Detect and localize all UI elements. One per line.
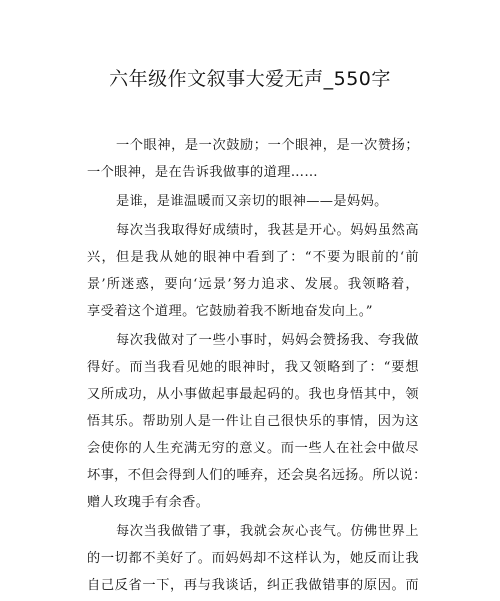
text-line: 会使你的人生充满无穷的意义。而一些人在社会中做尽 xyxy=(87,441,419,456)
document-body xyxy=(87,132,427,601)
text-line: 兴，但是我从她的眼神中看到了：“不要为眼前的‘前 xyxy=(87,250,419,265)
text-line: 是谁，是谁温暖而又亲切的眼神——是妈妈。 xyxy=(116,194,388,209)
text-line: 一个眼神，是在告诉我做事的道理…… xyxy=(87,165,318,180)
paragraph-5 xyxy=(87,518,419,599)
text-line: 又所成功，从小事做起事最起码的。我也身悟其中，领 xyxy=(87,387,419,402)
document-title: 六年级作文叙事大爱无声_550字 xyxy=(109,68,391,90)
text-line: 景’所迷惑，要向‘远景’努力追求、发展。我领略着， xyxy=(87,277,419,292)
text-line: 的一切都不美好了。而妈妈却不这样认为，她反而让我 xyxy=(87,551,419,566)
text-line: 坏事，不但会得到人们的唾弃，还会臭名远扬。所以说： xyxy=(87,468,427,483)
text-line: 自己反省一下，再与我谈话，纠正我做错事的原因。而 xyxy=(87,578,419,593)
paragraph-3 xyxy=(87,217,419,325)
text-line: 每次我做对了一些小事时，妈妈会赞扬我、夸我做 xyxy=(116,333,419,348)
text-line: 一个眼神，是一次鼓励；一个眼神，是一次赞扬； xyxy=(116,138,419,153)
text-line: 每次当我取得好成绩时，我甚是开心。妈妈虽然高 xyxy=(116,223,419,238)
text-line: 悟其乐。帮助别人是一件让自己很快乐的事情，因为这 xyxy=(87,414,419,429)
paragraph-2 xyxy=(87,188,419,215)
text-line: 得好。而当我看见她的眼神时，我又领略到了：“要想 xyxy=(87,360,419,375)
text-line: 享受着这个道理。它鼓励着我不断地奋发向上。” xyxy=(87,304,373,319)
paragraph-4 xyxy=(87,327,427,516)
text-line: 每次当我做错了事，我就会灰心丧气。仿佛世界上 xyxy=(116,524,419,539)
paragraph-1 xyxy=(87,132,419,186)
text-line: 赠人玫瑰手有余香。 xyxy=(87,495,210,510)
